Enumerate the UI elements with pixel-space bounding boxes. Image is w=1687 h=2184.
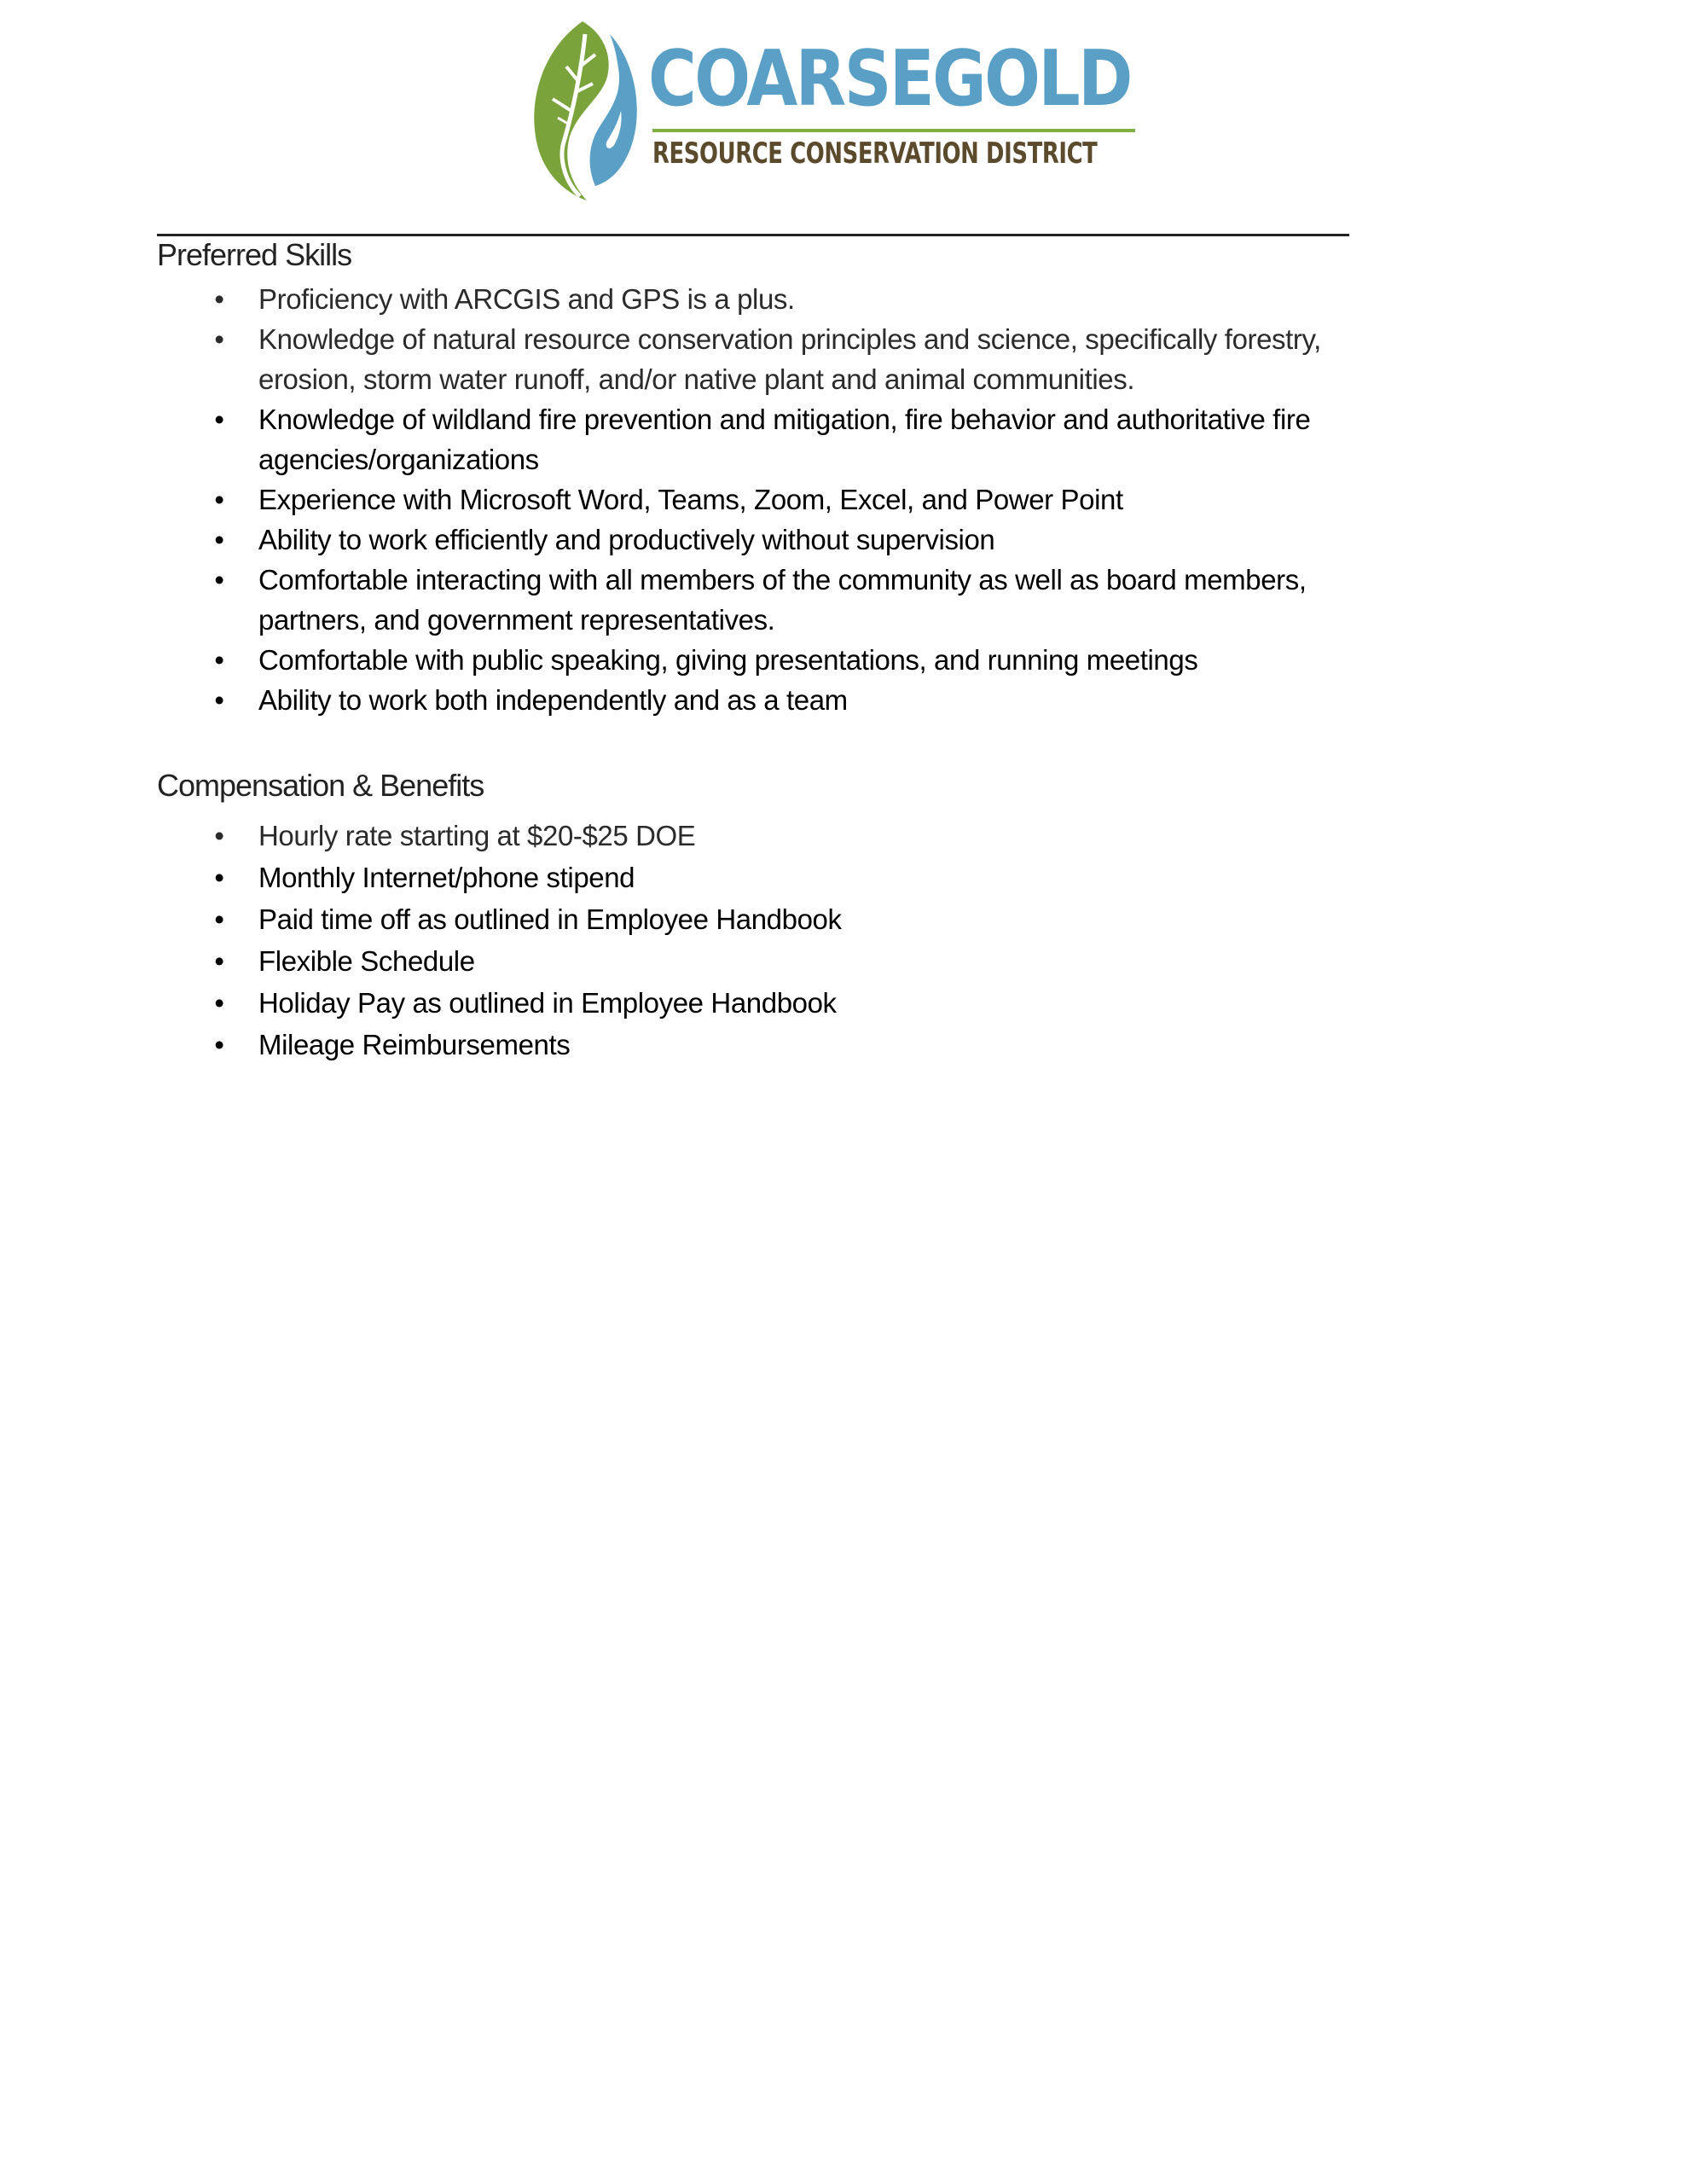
list-item: • Knowledge of natural resource conservation principles and science, specifically forestry, erosion, storm water runoff, and/or native plant and animal communities. — [213, 319, 1321, 399]
section-heading-compensation-benefits: Compensation & Benefits — [157, 768, 484, 803]
bullet-icon: • — [214, 862, 224, 893]
leaf-water-drop-icon — [529, 17, 648, 205]
bullet-icon: • — [214, 323, 224, 355]
bullet-icon: • — [214, 524, 224, 555]
bullet-icon: • — [214, 484, 224, 515]
list-item: • Flexible Schedule — [213, 940, 842, 982]
bullet-icon: • — [214, 987, 224, 1019]
list-item: • Ability to work both independently and as a team — [213, 680, 1321, 720]
list-item: • Holiday Pay as outlined in Employee Handbook — [213, 982, 842, 1024]
bullet-icon: • — [214, 1029, 224, 1060]
bullet-icon: • — [214, 283, 224, 315]
list-item: • Monthly Internet/phone stipend — [213, 857, 842, 898]
bullet-icon: • — [214, 644, 224, 676]
bullet-icon: • — [214, 684, 224, 716]
list-item: • Comfortable with public speaking, giving presentations, and running meetings — [213, 640, 1321, 680]
list-item: • Comfortable interacting with all members of the community as well as board members, partners, and government representatives. — [213, 560, 1321, 640]
list-item: • Proficiency with ARCGIS and GPS is a plus. — [213, 279, 1321, 319]
coarsegold-logo — [529, 17, 1160, 205]
logo-divider — [652, 129, 1135, 132]
bullet-icon: • — [214, 945, 224, 977]
bullet-icon: • — [214, 564, 224, 595]
bullet-icon: • — [214, 404, 224, 435]
preferred-skills-list — [213, 279, 1321, 720]
list-item: • Knowledge of wildland fire prevention and mitigation, fire behavior and authoritative fire agencies/organizations — [213, 399, 1321, 479]
list-item: • Ability to work efficiently and productively without supervision — [213, 520, 1321, 560]
list-item: • Experience with Microsoft Word, Teams, Zoom, Excel, and Power Point — [213, 479, 1321, 520]
header-rule — [157, 234, 1349, 236]
section-heading-preferred-skills: Preferred Skills — [157, 237, 352, 272]
logo-wordmark: COARSEGOLD — [648, 34, 1131, 124]
compensation-benefits-list — [213, 815, 842, 1066]
list-item: • Hourly rate starting at $20-$25 DOE — [213, 815, 842, 857]
list-item: • Mileage Reimbursements — [213, 1024, 842, 1066]
list-item: • Paid time off as outlined in Employee Handbook — [213, 898, 842, 940]
bullet-icon: • — [214, 820, 224, 851]
logo-subtitle: RESOURCE CONSERVATION DISTRICT — [652, 136, 1098, 171]
bullet-icon: • — [214, 903, 224, 935]
